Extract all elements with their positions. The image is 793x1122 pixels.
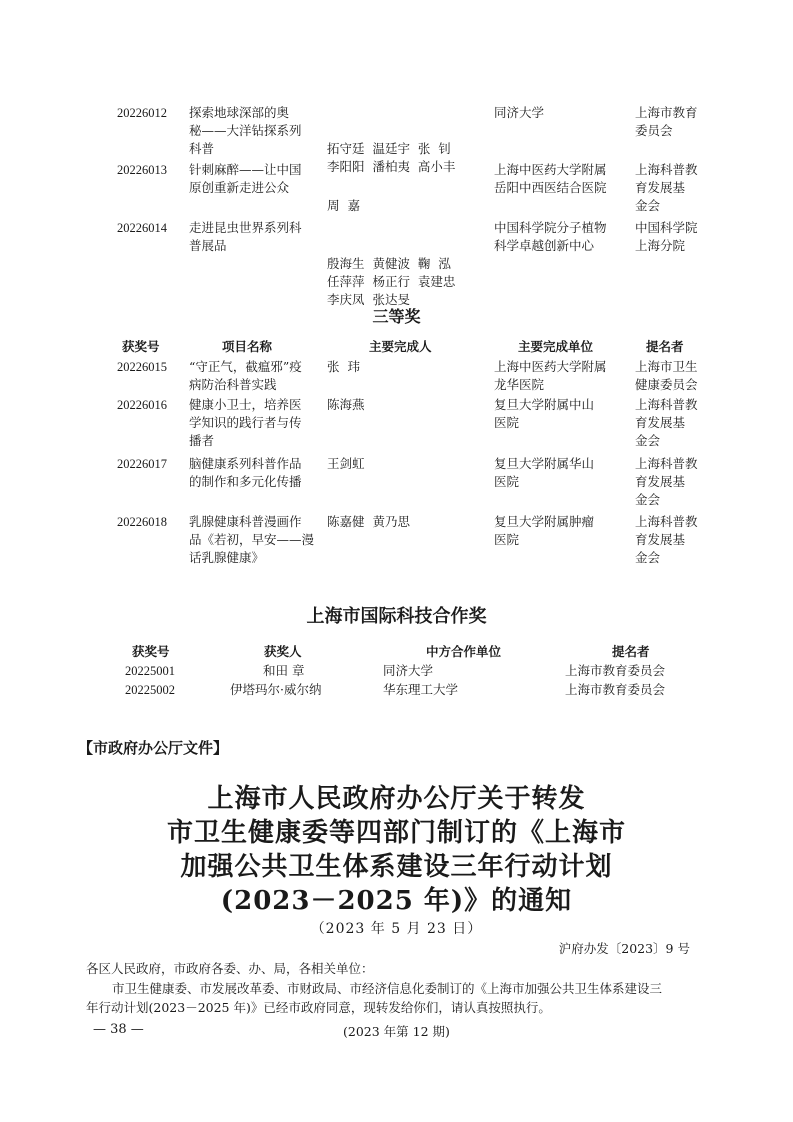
completing-unit: 上海中医药大学附属 岳阳中西医结合医院 xyxy=(494,162,607,195)
project-name: 针刺麻醉——让中国 原创重新走进公众 xyxy=(189,162,302,195)
nominator: 中国科学院 上海分院 xyxy=(635,220,698,253)
nominator: 上海市卫生 健康委员会 xyxy=(635,359,698,392)
body-paragraph-line: 年行动计划(2023－2025 年)》已经市政府同意，现转发给你们，请认真按照执行。 xyxy=(86,1000,551,1015)
section-tag: 【市政府办公厅文件】 xyxy=(78,739,229,757)
nominator: 上海市教育委员会 xyxy=(565,682,666,697)
body-paragraph-line: 市卫生健康委、市发展改革委、市财政局、市经济信息化委制订的《上海市加强公共卫生体系建设三 xyxy=(112,981,663,996)
award-id: 20226014 xyxy=(117,221,167,235)
title-line: 上海市人民政府办公厅关于转发 xyxy=(207,784,586,814)
page-number: — 38 — xyxy=(93,1022,144,1037)
completing-unit: 复旦大学附属华山 医院 xyxy=(494,456,595,489)
award-id: 20226012 xyxy=(117,106,167,120)
col-header-partner: 中方合作单位 xyxy=(426,644,502,659)
notice-date: （2023 年 5 月 23 日） xyxy=(310,921,483,937)
award-id: 20226017 xyxy=(117,457,167,471)
completing-unit: 同济大学 xyxy=(494,105,545,120)
award-id: 20225002 xyxy=(125,683,175,697)
project-name: 乳腺健康科普漫画作 品《若初，早安——漫 话乳腺健康》 xyxy=(189,514,315,565)
nominator: 上海科普教 育发展基 金会 xyxy=(635,397,698,448)
project-name: 脑健康系列科普作品 的制作和多元化传播 xyxy=(189,456,302,489)
intl-award-heading: 上海市国际科技合作奖 xyxy=(306,606,487,627)
main-contributors: 陈海燕 xyxy=(327,397,365,412)
partner-unit: 同济大学 xyxy=(383,663,434,678)
completing-unit: 中国科学院分子植物 科学卓越创新中心 xyxy=(494,220,607,253)
award-id: 20226013 xyxy=(117,163,167,177)
col-header-unit: 主要完成单位 xyxy=(518,339,594,354)
award-id: 20226018 xyxy=(117,515,167,529)
partner-unit: 华东理工大学 xyxy=(383,682,459,697)
winner: 和田 章 xyxy=(263,663,305,678)
project-name: 探索地球深部的奥 秘——大洋钻探系列 科普 xyxy=(189,105,302,156)
completing-unit: 复旦大学附属中山 医院 xyxy=(494,397,595,430)
main-contributors: 王剑虹 xyxy=(327,456,365,471)
col-header-id: 获奖号 xyxy=(122,339,160,354)
main-contributors: 周 嘉 xyxy=(327,198,360,213)
document-number: 沪府办发〔2023〕9 号 xyxy=(558,941,690,956)
col-header-winner: 获奖人 xyxy=(264,644,302,659)
issue-label: (2023 年第 12 期) xyxy=(343,1024,450,1039)
col-header-project: 项目名称 xyxy=(222,339,273,354)
col-header-id: 获奖号 xyxy=(132,644,170,659)
main-contributors: 殷海生 黄健波 鞠 泓 任萍萍 杨正行 袁建忠 李庆凤 张达旻 xyxy=(327,256,456,307)
main-contributors: 张 玮 xyxy=(327,359,360,374)
col-header-people: 主要完成人 xyxy=(369,339,432,354)
completing-unit: 上海中医药大学附属 龙华医院 xyxy=(494,359,607,392)
title-line: 加强公共卫生体系建设三年行动计划 xyxy=(180,852,613,882)
main-contributors: 拓守廷 温廷宇 张 钊 李阳阳 潘柏夷 高小丰 xyxy=(327,141,456,174)
title-line: (2023－2025 年)》的通知 xyxy=(220,886,573,916)
nominator: 上海市教育委员会 xyxy=(565,663,666,678)
third-prize-heading: 三等奖 xyxy=(372,307,421,326)
project-name: 健康小卫士，培养医 学知识的践行者与传 播者 xyxy=(189,397,302,448)
project-name: “守正气，截瘟邪”疫 病防治科普实践 xyxy=(189,359,302,392)
main-contributors: 陈嘉健 黄乃思 xyxy=(327,514,410,529)
col-header-nominator: 提名者 xyxy=(612,644,650,659)
recipients: 各区人民政府，市政府各委、办、局，各相关单位： xyxy=(86,961,374,976)
award-id: 20225001 xyxy=(125,664,175,678)
award-id: 20226016 xyxy=(117,398,167,412)
col-header-nominator: 提名者 xyxy=(646,339,684,354)
nominator: 上海市教育 委员会 xyxy=(635,105,698,138)
nominator: 上海科普教 育发展基 金会 xyxy=(635,456,698,507)
nominator: 上海科普教 育发展基 金会 xyxy=(635,162,698,213)
winner: 伊塔玛尔·威尔纳 xyxy=(230,682,322,697)
nominator: 上海科普教 育发展基 金会 xyxy=(635,514,698,565)
project-name: 走进昆虫世界系列科 普展品 xyxy=(189,220,302,253)
award-id: 20226015 xyxy=(117,360,167,374)
completing-unit: 复旦大学附属肿瘤 医院 xyxy=(494,514,595,547)
title-line: 市卫生健康委等四部门制订的《上海市 xyxy=(166,818,626,848)
